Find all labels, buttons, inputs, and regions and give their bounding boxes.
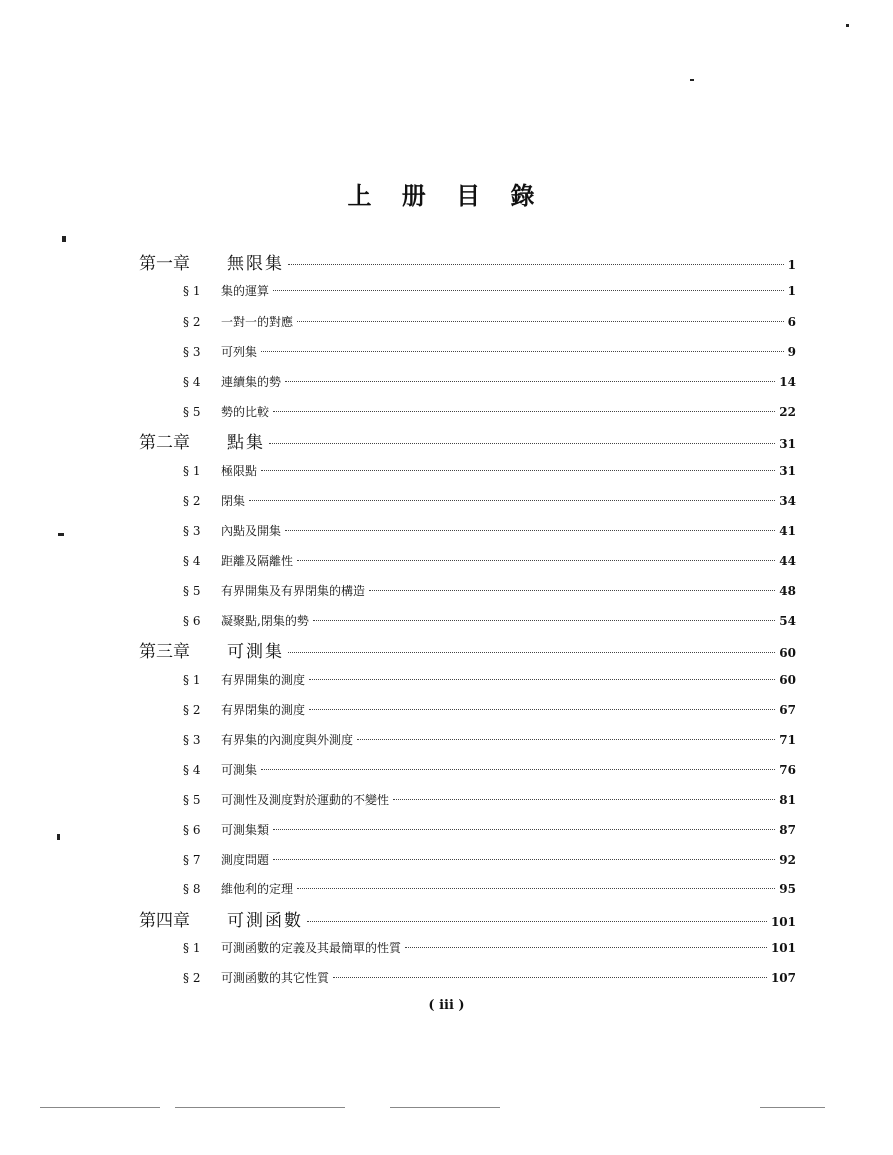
toc-section [183, 939, 796, 956]
section-number: § 5 [183, 584, 201, 598]
section-title: 集的運算 [221, 284, 270, 298]
dot-leader [405, 947, 767, 948]
page-number: 1 [787, 258, 796, 272]
page-number: 6 [787, 315, 796, 329]
dot-leader [313, 620, 775, 621]
toc-section [183, 612, 796, 629]
toc-section [183, 791, 796, 808]
section-title: 可測函數的定義及其最簡單的性質 [221, 941, 402, 955]
section-number: § 4 [183, 763, 201, 777]
dot-leader [297, 560, 775, 561]
toc-section [183, 282, 796, 299]
page-number: 81 [779, 793, 796, 807]
dot-leader [297, 888, 775, 889]
toc-chapter-3 [139, 637, 796, 662]
section-number: § 2 [183, 703, 201, 717]
section-title: 勢的比較 [221, 405, 270, 419]
dot-leader [309, 709, 775, 710]
toc-section [183, 462, 796, 479]
section-number: § 6 [183, 823, 201, 837]
dot-leader [393, 799, 775, 800]
toc-section [183, 492, 796, 509]
page-number: 60 [779, 673, 796, 687]
scan-edge-line [175, 1107, 345, 1108]
page-number: 34 [779, 494, 796, 508]
scan-speck [62, 236, 66, 242]
page-number: 48 [779, 584, 796, 598]
toc-section [183, 851, 796, 868]
section-title: 可列集 [221, 345, 258, 359]
dot-leader [288, 652, 775, 653]
dot-leader [288, 264, 784, 265]
page-number: 1 [787, 284, 796, 298]
page-number: 60 [779, 646, 796, 660]
toc-section [183, 552, 796, 569]
section-number: § 1 [183, 941, 201, 955]
section-title: 維他利的定理 [221, 882, 294, 896]
dot-leader [369, 590, 775, 591]
section-title: 有界開集的測度 [221, 673, 306, 687]
toc-chapter-2 [139, 428, 796, 453]
dot-leader [273, 859, 775, 860]
page-number: 95 [779, 882, 796, 896]
dot-leader [297, 321, 784, 322]
section-title: 可測集 [221, 763, 258, 777]
page-number: 67 [779, 703, 796, 717]
chapter-title: 可測集 [227, 642, 284, 662]
section-number: § 3 [183, 345, 201, 359]
dot-leader [285, 381, 775, 382]
section-title: 極限點 [221, 464, 258, 478]
toc-section [183, 313, 796, 330]
dot-leader [261, 769, 775, 770]
section-title: 有界集的內測度與外測度 [221, 733, 354, 747]
dot-leader [269, 443, 775, 444]
section-number: § 8 [183, 882, 201, 896]
page-number: 71 [779, 733, 796, 747]
page-number: 92 [779, 853, 796, 867]
section-title: 連續集的勢 [221, 375, 282, 389]
page-title: 上 册 目 錄 [347, 181, 546, 210]
section-title: 有界閉集的測度 [221, 703, 306, 717]
toc-section [183, 343, 796, 360]
scan-edge-line [40, 1107, 160, 1108]
toc-chapter-4 [139, 906, 796, 931]
dot-leader [285, 530, 775, 531]
scan-speck [690, 79, 694, 81]
page-number: 101 [770, 915, 796, 929]
toc-section [183, 880, 796, 897]
page-number: 44 [779, 554, 796, 568]
page-number: 31 [779, 464, 796, 478]
section-number: § 5 [183, 405, 201, 419]
page-number: 9 [787, 345, 796, 359]
section-number: § 4 [183, 375, 201, 389]
section-number: § 2 [183, 971, 201, 985]
chapter-number: 第二章 [139, 433, 190, 453]
toc-section [183, 969, 796, 986]
page-number: 22 [779, 405, 796, 419]
chapter-number: 第一章 [139, 254, 190, 274]
section-number: § 1 [183, 284, 201, 298]
scan-speck [846, 24, 849, 27]
section-title: 可測函數的其它性質 [221, 971, 330, 985]
page-number: 54 [779, 614, 796, 628]
section-number: § 7 [183, 853, 201, 867]
chapter-number: 第三章 [139, 642, 190, 662]
dot-leader [307, 921, 767, 922]
section-title: 距離及隔離性 [221, 554, 294, 568]
section-title: 測度問題 [221, 853, 270, 867]
page-number: 14 [779, 375, 796, 389]
section-title: 可測性及測度對於運動的不變性 [221, 793, 390, 807]
dot-leader [273, 411, 775, 412]
section-number: § 2 [183, 494, 201, 508]
dot-leader [249, 500, 775, 501]
toc-chapter-1 [139, 249, 796, 274]
page-number: 41 [779, 524, 796, 538]
toc-section [183, 701, 796, 718]
page-number: 31 [779, 437, 796, 451]
toc-section [183, 373, 796, 390]
toc-section [183, 582, 796, 599]
section-number: § 3 [183, 524, 201, 538]
page-number: 76 [779, 763, 796, 777]
section-number: § 5 [183, 793, 201, 807]
section-title: 可測集類 [221, 823, 270, 837]
toc-section [183, 731, 796, 748]
section-number: § 1 [183, 673, 201, 687]
chapter-title: 可測函數 [227, 911, 303, 931]
toc-section [183, 671, 796, 688]
scan-speck [58, 533, 64, 536]
dot-leader [261, 351, 784, 352]
dot-leader [357, 739, 775, 740]
toc-section [183, 821, 796, 838]
page-number: 87 [779, 823, 796, 837]
section-number: § 4 [183, 554, 201, 568]
dot-leader [261, 470, 775, 471]
scan-edge-line [760, 1107, 825, 1108]
section-title: 有界開集及有界閉集的構造 [221, 584, 366, 598]
section-title: 內點及開集 [221, 524, 282, 538]
chapter-number: 第四章 [139, 911, 190, 931]
section-number: § 1 [183, 464, 201, 478]
section-number: § 6 [183, 614, 201, 628]
page-number: 101 [770, 941, 796, 955]
dot-leader [333, 977, 767, 978]
page-number: 107 [770, 971, 796, 985]
dot-leader [309, 679, 775, 680]
section-number: § 2 [183, 315, 201, 329]
dot-leader [273, 829, 775, 830]
chapter-title: 點集 [227, 433, 265, 453]
scan-edge-line [390, 1107, 500, 1108]
dot-leader [273, 290, 784, 291]
toc-section [183, 522, 796, 539]
page-folio: ( iii ) [428, 998, 465, 1013]
chapter-title: 無限集 [227, 254, 284, 274]
toc-section [183, 403, 796, 420]
section-title: 凝聚點,閉集的勢 [221, 614, 309, 628]
section-number: § 3 [183, 733, 201, 747]
scan-speck [57, 834, 60, 840]
toc-section [183, 761, 796, 778]
section-title: 閉集 [221, 494, 246, 508]
section-title: 一對一的對應 [221, 315, 294, 329]
